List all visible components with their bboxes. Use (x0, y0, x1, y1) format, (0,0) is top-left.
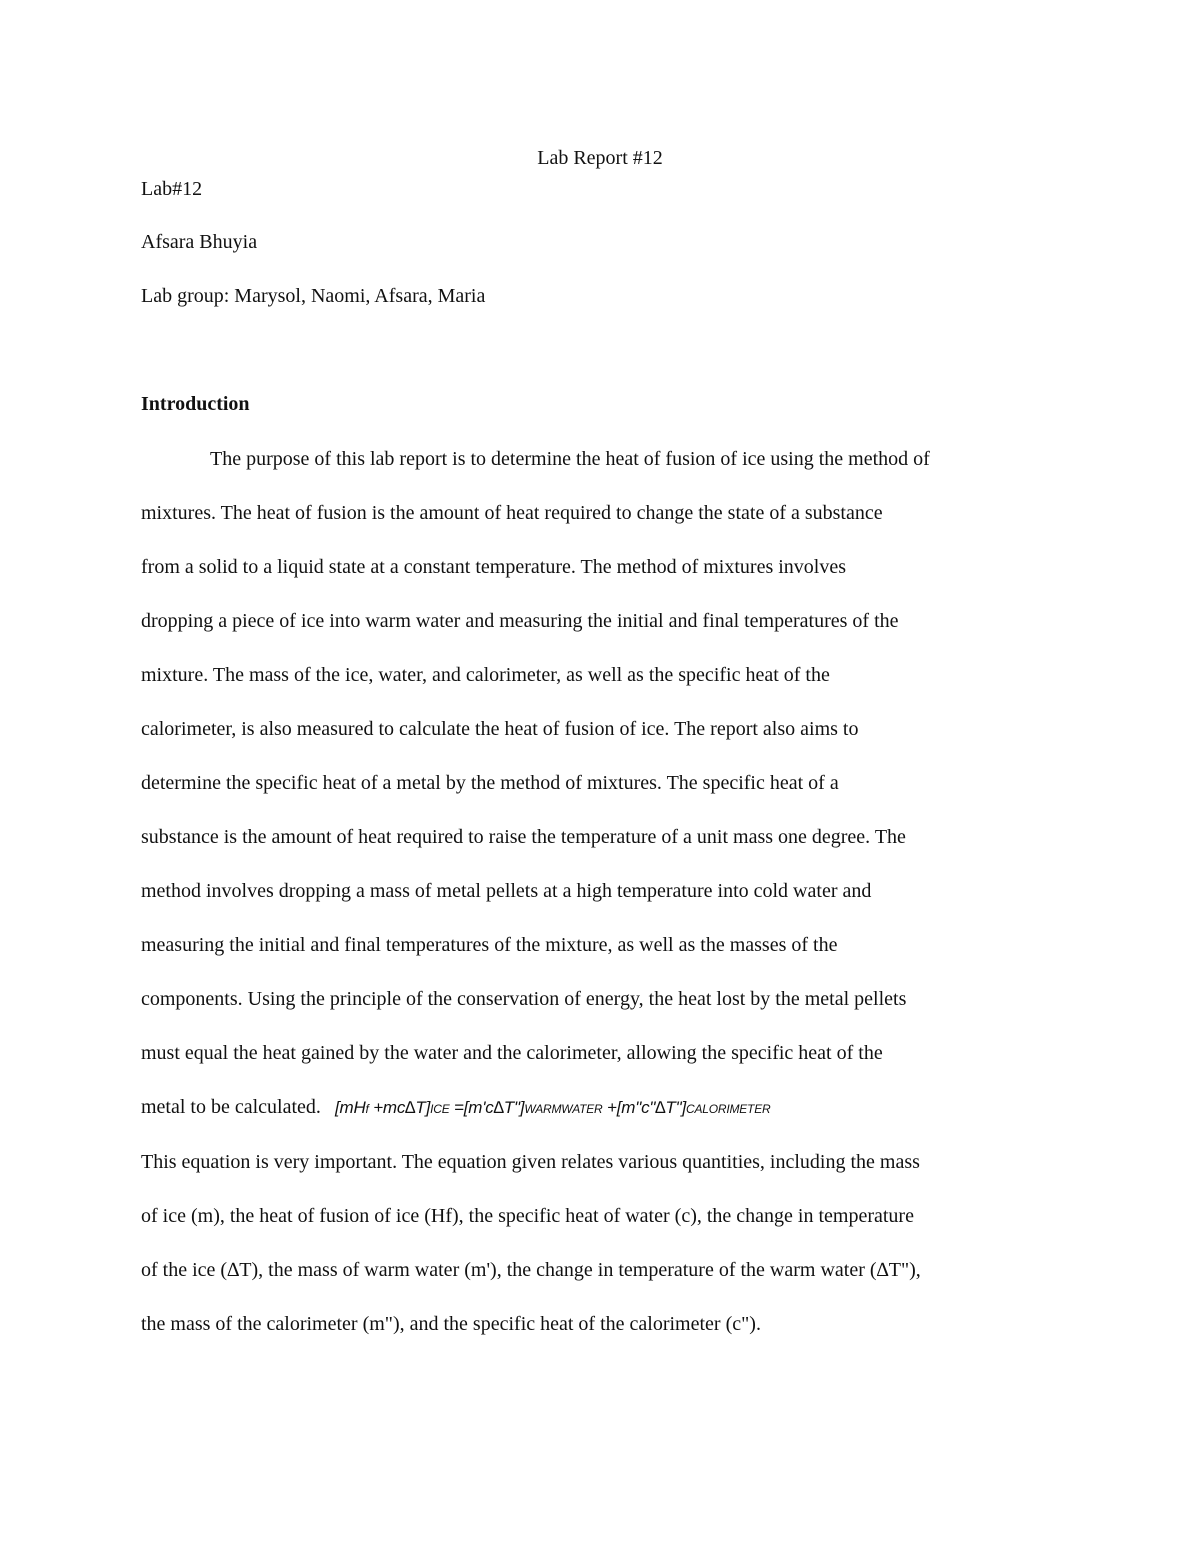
lab-group: Lab group: Marysol, Naomi, Afsara, Maria (141, 285, 486, 307)
paragraph-line: calorimeter, is also measured to calculate the heat of fusion of ice. The report also aims to (141, 718, 859, 740)
paragraph-line: measuring the initial and final temperatures of the mixture, as well as the masses of the (141, 934, 838, 956)
followup-line: This equation is very important. The equation given relates various quantities, including the mass (141, 1151, 920, 1173)
equation-line (141, 1094, 770, 1122)
paragraph-line: from a solid to a liquid state at a constant temperature. The method of mixtures involves (141, 556, 847, 578)
paragraph-line: mixture. The mass of the ice, water, and calorimeter, as well as the specific heat of the (141, 664, 830, 686)
page-title: Lab Report #12 (537, 147, 663, 169)
paragraph-line: components. Using the principle of the conservation of energy, the heat lost by the metal pellets (141, 988, 907, 1010)
paragraph-line: must equal the heat gained by the water and the calorimeter, allowing the specific heat of the (141, 1042, 883, 1064)
paragraph-line-end: metal to be calculated. (141, 1096, 321, 1118)
paragraph-line: determine the specific heat of a metal by the method of mixtures. The specific heat of a (141, 772, 839, 794)
followup-line: the mass of the calorimeter (m"), and the specific heat of the calorimeter (c"). (141, 1313, 761, 1335)
author-name: Afsara Bhuyia (141, 231, 258, 253)
paragraph-line: dropping a piece of ice into warm water and measuring the initial and final temperatures of the (141, 610, 899, 632)
paragraph-line: The purpose of this lab report is to determine the heat of fusion of ice using the method of (210, 448, 930, 470)
followup-line: of the ice (∆T), the mass of warm water (m'), the change in temperature of the warm water (∆T"), (141, 1259, 921, 1281)
paragraph-line: substance is the amount of heat required to raise the temperature of a unit mass one degree. The (141, 826, 906, 848)
intro-heading: Introduction (141, 393, 250, 415)
followup-line: of ice (m), the heat of fusion of ice (Hf), the specific heat of water (c), the change in temperature (141, 1205, 914, 1227)
heat-equation: [mHf +mc∆T]ICE =[m'c∆T"]WARMWATER +[m"c"∆T"]CALORIMETER (334, 1098, 771, 1117)
paragraph-line: method involves dropping a mass of metal pellets at a high temperature into cold water and (141, 880, 872, 902)
paragraph-line: mixtures. The heat of fusion is the amount of heat required to change the state of a substance (141, 502, 883, 524)
lab-label: Lab#12 (141, 178, 203, 200)
